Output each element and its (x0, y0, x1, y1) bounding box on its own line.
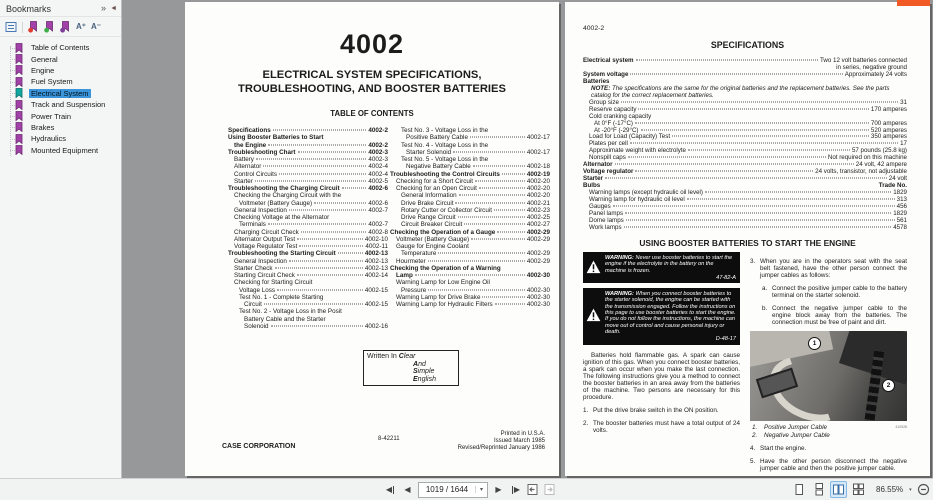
single-page-view-icon[interactable] (790, 481, 807, 498)
bookmark-item-electrical-system[interactable] (0, 88, 121, 99)
bookmark-label: Mounted Equipment (31, 145, 99, 155)
page-navigation (384, 481, 556, 498)
toc-entry: Pressure 4002-30 (401, 286, 550, 294)
bookmarks-toolbar (0, 17, 121, 37)
spec-entry: Plates per cell 17 (589, 140, 907, 148)
toc-entry: Battery Cable and the Starter (244, 315, 326, 323)
bookmarks-panel-header (0, 0, 121, 17)
page-left (185, 2, 559, 476)
spec-entry: Approximate weight with electrolyte 57 pounds (25.8 kg) (589, 147, 907, 155)
bookmark-icon (15, 65, 26, 75)
expand-bookmarks-icon[interactable] (5, 21, 17, 33)
toc-entry: Rotary Cutter or Collector Circuit 4002-23 (401, 206, 550, 214)
toc-entry: Checking the Charging Circuit with the (234, 192, 342, 200)
photo-callout-2: 2 (882, 379, 895, 392)
spec-entry: Gauges 456 (589, 203, 907, 211)
spec-entry: Bulbs Trade No. (583, 182, 907, 190)
bookmark-icon (15, 111, 26, 121)
toc-entry: Temperature 4002-29 (401, 250, 550, 258)
toc-entry: Circuit Breaker Circuit 4002-27 (401, 221, 550, 229)
view-controls (790, 481, 933, 498)
page-right (565, 2, 930, 476)
toc-entry: Checking for an Open Circuit 4002-20 (396, 185, 550, 192)
warning-triangle-icon (586, 259, 601, 275)
photo-id: 410928 (895, 425, 907, 429)
bookmark-item-table-of-contents[interactable] (0, 42, 121, 53)
specifications-list (583, 58, 907, 232)
toc-entry: Warning Lamp for Drive Brake 4002-30 (396, 293, 550, 301)
bookmark-item-hydraulics[interactable] (0, 133, 121, 144)
toc-entry: Test No. 1 - Complete Starting (239, 293, 324, 301)
warning-box-2: WARNING: When you connect booster batteries to the starter solenoid, the engine can be started with the transmission engaged. Follow the instructions on this page to use booster batteries to start the engine. If you do not follow the instructions, the machine can move out of control and cause personal injury or death. D-48-17 (583, 288, 740, 344)
toc-entry: Troubleshooting the Charging Circuit 4002-6 (228, 185, 388, 192)
page-box-dropdown-icon[interactable]: ▾ (475, 486, 487, 493)
toc-heading: TABLE OF CONTENTS (330, 109, 414, 118)
bookmark-item-mounted-equipment[interactable] (0, 145, 121, 156)
toc-entry: Test No. 5 - Voltage Loss in the (401, 156, 489, 163)
spec-entry: Nonspill caps Not required on this machine (589, 154, 907, 162)
bookmark-label: Engine (31, 65, 55, 75)
bookmark-label: Power Train (31, 111, 72, 121)
toc-entry: Test No. 4 - Voltage Loss in the (401, 141, 489, 149)
warning-triangle-icon (586, 308, 601, 324)
procedure-step: 2. The booster batteries must have a total output of 24 volts. (583, 419, 740, 434)
bookmark-icon (15, 77, 26, 87)
spec-entry: Voltage regulator 24 volts, transistor, not adjustable (583, 168, 907, 176)
bookmarks-panel (0, 0, 122, 478)
toc-column-right (390, 127, 550, 330)
toc-entry: Charging Circuit Check 4002-8 (234, 228, 388, 236)
toc-entry: General Information 4002-20 (401, 192, 550, 200)
spec-entry: NOTE: The specifications are the same for the original batteries and the replacement batteries. See the parts catalog for the correct replacement batteries. (591, 84, 890, 99)
bookmark-icon (15, 54, 26, 64)
bookmarks-panel-title: Bookmarks (6, 3, 52, 14)
procedure-step: b. Connect the negative jumper cable to the engine block away from the batteries. The connection must be free of paint and dirt. (762, 305, 907, 326)
caption-row: 1. Positive Jumper Cable (752, 424, 827, 431)
spec-entry: Electrical system Two 12 volt batteries connected (583, 57, 907, 64)
booster-section-heading: USING BOOSTER BATTERIES TO START THE ENGINE (639, 238, 856, 248)
procedure-step: 4. Start the engine. (750, 445, 807, 452)
spec-entry: At 0°F (-17°C) 700 amperes (594, 119, 907, 127)
panel-collapse-icon[interactable]: » (101, 3, 107, 13)
first-page-button[interactable]: ◀ (385, 485, 393, 494)
bookmark-label: General (31, 54, 58, 64)
spec-entry: Panel lamps 1829 (589, 209, 907, 217)
intro-paragraph: Batteries hold flammable gas. A spark can cause ignition of this gas. When you connect booster batteries, a spark can occur when you make the last connection. The following instructions give you a method to connect the booster batteries in an area away from the batteries of the machine. Two persons are necessary for this procedure. (583, 351, 740, 401)
page-number: 4002-2 (583, 25, 605, 32)
continuous-facing-view-icon[interactable] (850, 481, 867, 498)
last-page-button[interactable]: ▶ (513, 485, 521, 494)
toc-entry: Using Booster Batteries to Start (228, 134, 324, 142)
zoom-dropdown-icon[interactable]: ▾ (909, 486, 912, 493)
font-increase-button[interactable]: A⁺ (76, 22, 86, 31)
photo-callout-1: 1 (808, 337, 821, 350)
toc-entry: the Engine 4002-2 (234, 141, 388, 149)
toc-entry: Checking the Operation of a Warning (390, 264, 501, 272)
toc-entry: Starter Check 4002-13 (234, 264, 388, 272)
engine-compartment-photo (750, 331, 907, 421)
spec-entry: Dome lamps 561 (589, 216, 907, 224)
spec-entry: System voltage Approximately 24 volts (583, 70, 907, 78)
toc-entry: Circuit 4002-15 (244, 301, 388, 308)
warning-box-1: WARNING: Never use booster batteries to start the engine if the electrolyte in the battery on the machine is frozen. 47-82-A (583, 252, 740, 283)
bookmark-icon (15, 100, 26, 110)
toc-entry: Positive Battery Cable 4002-17 (406, 134, 550, 142)
photo-caption (750, 424, 907, 439)
toc-entry: Terminals 4002-7 (239, 221, 388, 229)
toc-entry: Lamp 4002-30 (396, 272, 550, 279)
text-column-right (750, 252, 907, 472)
bookmark-icon (15, 88, 26, 98)
toc-entry: Voltage Loss 4002-15 (239, 286, 388, 294)
chapter-number: 4002 (339, 29, 405, 59)
bookmark-item-track-and-suspension[interactable] (0, 99, 121, 110)
toc-entry: Checking Voltage at the Alternator (234, 214, 330, 221)
toc-column-left (228, 127, 388, 330)
toc-entry: Drive Brake Circuit 4002-21 (401, 199, 550, 207)
toc-entry: Solenoid 4002-16 (244, 322, 388, 330)
bookmark-item-brakes[interactable] (0, 122, 121, 133)
procedure-step: 3. When you are in the operators seat with the seat belt fastened, have the other person connect the jumper cables as follows: (750, 258, 907, 279)
toc-entry: Starter 4002-5 (234, 177, 388, 185)
spec-entry: Load for Load (Capacity) Test 350 amperes (589, 133, 907, 141)
spec-entry: Group size 31 (589, 98, 907, 106)
warning-code: 47-82-A (716, 274, 736, 281)
spec-entry: At -20°F (-29°C) 520 amperes (594, 126, 907, 134)
warning-code: D-48-17 (715, 336, 736, 343)
caption-row: 2. Negative Jumper Cable (752, 431, 830, 439)
bookmark-red-icon[interactable] (28, 21, 39, 33)
bookmark-item-fuel-system[interactable] (0, 76, 121, 87)
toc-columns (228, 127, 550, 330)
zoom-percentage[interactable]: 86.55% (876, 485, 904, 494)
spec-entry: Warning lamps (except hydraulic oil level) 1829 (589, 189, 907, 197)
font-decrease-button[interactable]: A⁻ (91, 22, 101, 31)
toolbar-separator (22, 22, 23, 33)
bookmark-item-power-train[interactable] (0, 110, 121, 121)
bookmark-item-general[interactable] (0, 53, 121, 64)
toc-entry: Troubleshooting the Control Circuits 4002-19 (390, 170, 550, 178)
bookmark-label: Track and Suspension (31, 100, 106, 110)
spec-entry: Batteries (583, 77, 610, 85)
toc-entry: Test No. 2 - Voltage Loss in the Posit (239, 308, 342, 316)
corporation-name: CASE CORPORATION (222, 443, 296, 450)
toc-entry: Warning Lamp for Hydraulic Filters 4002-30 (396, 301, 550, 308)
bookmark-icon (15, 134, 26, 144)
toc-entry: Alternator 4002-4 (234, 163, 388, 171)
page-number-box[interactable] (418, 482, 488, 498)
toc-entry: Checking for Starting Circuit (234, 279, 313, 287)
procedure-step: a. Connect the positive jumper cable to the battery terminal on the starter solenoid. (762, 285, 907, 299)
toc-entry: Troubleshooting Chart 4002-3 (228, 148, 388, 156)
toc-entry: Starting Circuit Check 4002-14 (234, 272, 388, 279)
spec-entry: Work lamps 4578 (589, 223, 907, 231)
toc-entry: Checking the Operation of a Gauge 4002-29 (390, 228, 550, 236)
bookmark-label: Hydraulics (31, 134, 67, 144)
spec-entry: Alternator 24 volt, 42 ampere (583, 161, 907, 169)
previous-page-button[interactable]: ◀ (404, 485, 411, 494)
toc-entry: Gauge for Engine Coolant (396, 243, 469, 250)
bookmark-icon (15, 122, 26, 132)
toc-entry: Warning Lamp for Low Engine Oil (396, 279, 490, 287)
toc-entry: General Inspection 4002-7 (234, 206, 388, 214)
toc-entry: Test No. 3 - Voltage Loss in the (401, 127, 489, 134)
toc-entry: Battery 4002-3 (234, 156, 388, 163)
text-column-left (583, 252, 740, 472)
status-bar (0, 478, 933, 500)
bookmark-label: Table of Contents (31, 43, 90, 53)
bookmark-label: Electrical System (31, 88, 89, 98)
toc-entry: Voltmeter (Battery Gauge) 4002-29 (396, 235, 550, 243)
case-slogan-box: Written In Clear And Simple English (363, 350, 459, 386)
zoom-out-icon[interactable] (917, 483, 930, 496)
facing-view-icon[interactable] (830, 481, 847, 498)
scrollbar-thumb[interactable] (897, 0, 930, 6)
document-area[interactable] (122, 0, 933, 478)
spec-entry: in series, negative ground (836, 63, 907, 71)
toc-entry: Troubleshooting the Starting Circuit 4002-13 (228, 250, 388, 258)
toc-entry: Negative Battery Cable 4002-18 (406, 163, 550, 171)
spec-entry: Cold cranking capacity (589, 112, 652, 120)
toc-entry: Specifications 4002-2 (228, 127, 388, 134)
toc-entry: Hourmeter 4002-29 (396, 257, 550, 265)
spec-entry: Reserve capacity 170 amperes (589, 105, 907, 113)
procedure-step: 1. Put the drive brake switch in the ON position. (583, 406, 719, 414)
publication-number: 8-42211 (378, 436, 400, 442)
bookmark-item-engine[interactable] (0, 65, 121, 76)
bookmarks-tree (0, 37, 121, 156)
toc-entry: Voltmeter (Battery Gauge) 4002-6 (239, 199, 388, 207)
bookmark-label: Brakes (31, 122, 55, 132)
previous-view-icon[interactable] (526, 482, 539, 497)
panel-pin-icon[interactable]: ◄ (110, 5, 117, 12)
toc-entry: General Inspection 4002-13 (234, 257, 388, 265)
bookmark-icon (15, 43, 26, 53)
spec-entry: Starter 24 volt (583, 175, 907, 183)
page-number-value[interactable]: 1019 / 1644 (425, 485, 469, 494)
bookmark-icon (15, 145, 26, 155)
toc-entry: Alternator Output Test 4002-10 (234, 235, 388, 243)
spec-entry: Warning lamp for hydraulic oil level 313 (589, 196, 907, 204)
bookmark-label: Fuel System (31, 77, 73, 87)
continuous-view-icon[interactable] (810, 481, 827, 498)
toc-entry: Voltage Regulator Test 4002-11 (234, 243, 388, 250)
bookmark-green-icon[interactable] (44, 21, 55, 33)
toc-entry: Drive Range Circuit 4002-25 (401, 214, 550, 221)
print-info: Printed in U.S.A. Issued March 1985 Revised/Reprinted January 1986 (457, 431, 545, 451)
specifications-heading: SPECIFICATIONS (710, 40, 785, 50)
toc-entry: Checking for a Short Circuit 4002-20 (396, 177, 550, 185)
toc-entry: Starter Solenoid 4002-17 (406, 148, 550, 156)
chapter-title: ELECTRICAL SYSTEM SPECIFICATIONS, TROUBLESHOOTING, AND BOOSTER BATTERIES (238, 69, 506, 95)
toc-entry: Control Circuits 4002-4 (234, 170, 388, 178)
procedure-step: 5. Have the other person disconnect the negative jumper cable and then the positive jumper cable. (750, 458, 907, 472)
bookmark-purple-icon[interactable] (60, 21, 71, 33)
next-page-button[interactable]: ▶ (495, 485, 502, 494)
next-view-icon[interactable] (543, 482, 556, 497)
